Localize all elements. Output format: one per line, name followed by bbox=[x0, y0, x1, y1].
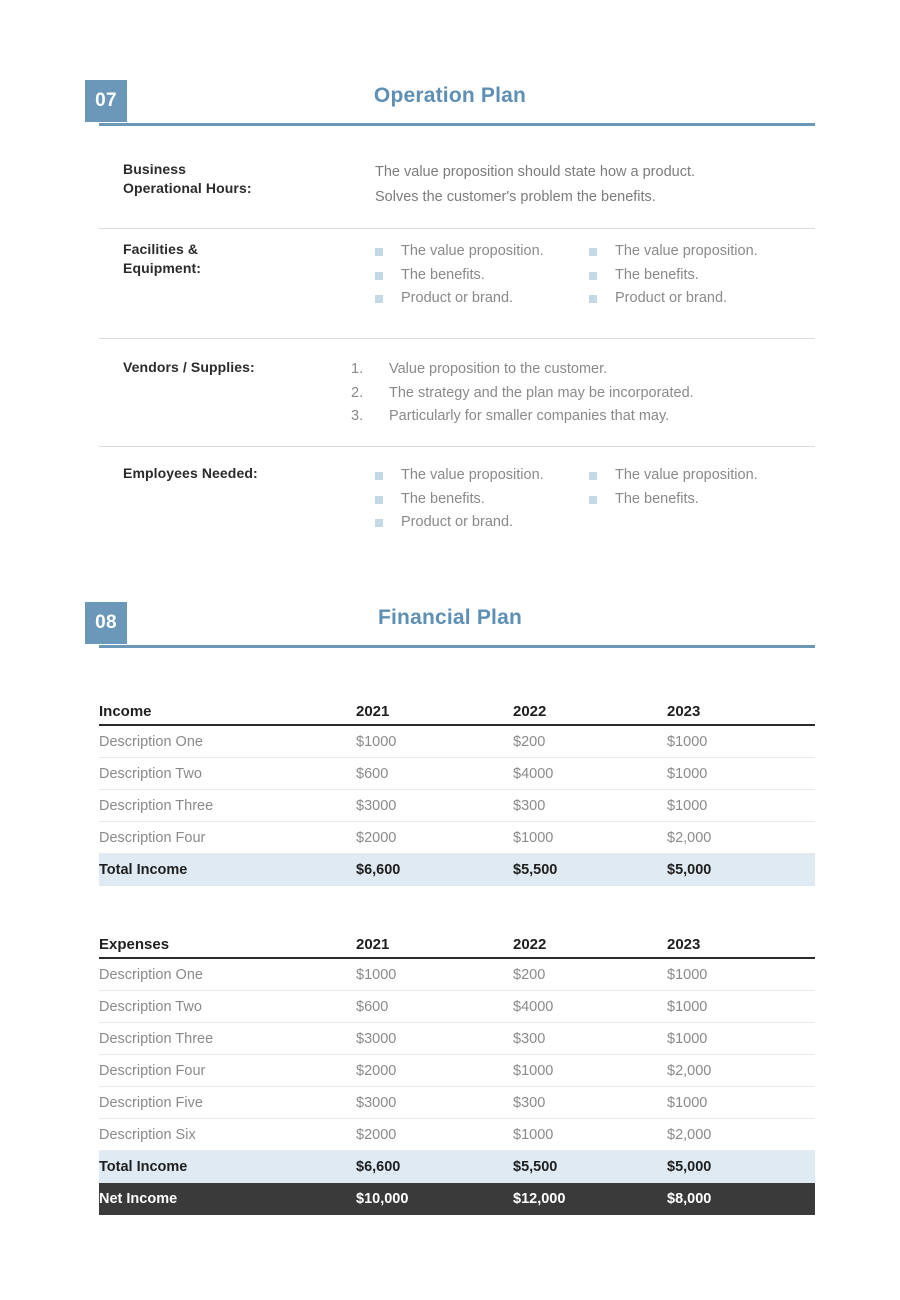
cell-2022: $4000 bbox=[513, 998, 554, 1015]
list-item-number: 1. bbox=[351, 361, 364, 377]
table-header-row bbox=[99, 931, 815, 959]
cell-2023: $2,000 bbox=[667, 1062, 712, 1079]
list-item bbox=[375, 511, 605, 535]
list-item-number: 2. bbox=[351, 384, 364, 401]
list-item bbox=[351, 358, 821, 382]
bullet-square-icon bbox=[375, 272, 383, 280]
section-header-operation-plan bbox=[85, 80, 815, 126]
bullet-square-icon bbox=[589, 248, 597, 256]
table-row bbox=[99, 1055, 815, 1087]
cell-2023: $5,000 bbox=[667, 1159, 712, 1175]
column-header: 2022 bbox=[513, 702, 547, 720]
operation-row-label-line2: Equipment: bbox=[123, 260, 201, 276]
section-divider bbox=[99, 338, 815, 339]
cell-2021: $2000 bbox=[356, 829, 397, 846]
list-item-label: The value proposition. bbox=[401, 243, 544, 259]
operation-row-content bbox=[351, 358, 821, 429]
cell-2022: $300 bbox=[513, 1030, 546, 1047]
section-rule bbox=[99, 123, 815, 126]
operation-row-label bbox=[123, 160, 363, 198]
table-row-total-income bbox=[99, 854, 815, 886]
cell-2021: $3000 bbox=[356, 1094, 397, 1111]
cell-2023: $1000 bbox=[667, 797, 708, 814]
cell-description: Description Three bbox=[99, 797, 214, 814]
table-row bbox=[99, 991, 815, 1023]
column-header: Expenses bbox=[99, 935, 170, 953]
list-item bbox=[589, 264, 819, 288]
bullet-square-icon bbox=[589, 496, 597, 504]
cell-2023: $5,000 bbox=[667, 862, 712, 878]
bullet-square-icon bbox=[375, 496, 383, 504]
list-item bbox=[589, 287, 819, 311]
table-row bbox=[99, 1119, 815, 1151]
cell-description: Total Income bbox=[99, 1159, 188, 1175]
list-item bbox=[375, 264, 605, 288]
cell-2022: $1000 bbox=[513, 829, 554, 846]
cell-2022: $300 bbox=[513, 1094, 546, 1111]
table-header-row bbox=[99, 698, 815, 726]
cell-description: Description Six bbox=[99, 1126, 196, 1143]
paragraph-line: The value proposition should state how a product. bbox=[375, 164, 696, 180]
cell-description: Description One bbox=[99, 733, 203, 750]
bullet-square-icon bbox=[375, 248, 383, 256]
section-rule bbox=[99, 645, 815, 648]
list-item-label: Product or brand. bbox=[401, 290, 514, 306]
cell-2023: $1000 bbox=[667, 998, 708, 1015]
bullet-column-left bbox=[375, 464, 605, 535]
bullet-column-right bbox=[589, 240, 819, 311]
table-row bbox=[99, 1087, 815, 1119]
cell-description: Net Income bbox=[99, 1191, 178, 1207]
cell-2023: $1000 bbox=[667, 765, 708, 782]
cell-2022: $300 bbox=[513, 797, 546, 814]
operation-row-label-line1: Employees Needed: bbox=[123, 465, 258, 481]
cell-2022: $1000 bbox=[513, 1062, 554, 1079]
table-row bbox=[99, 726, 815, 758]
cell-description: Description Three bbox=[99, 1030, 214, 1047]
cell-2023: $2,000 bbox=[667, 829, 712, 846]
list-item-number: 3. bbox=[351, 408, 364, 424]
list-item-label: The value proposition. bbox=[615, 243, 758, 259]
operation-row-label-line1: Facilities & bbox=[123, 241, 199, 257]
column-header: 2023 bbox=[667, 935, 701, 953]
cell-description: Description Four bbox=[99, 829, 206, 846]
column-header: 2022 bbox=[513, 935, 547, 953]
list-item-label: Particularly for smaller companies that may. bbox=[389, 408, 670, 424]
cell-description: Description Two bbox=[99, 765, 202, 782]
cell-2022: $5,500 bbox=[513, 1159, 558, 1175]
cell-2021: $3000 bbox=[356, 1030, 397, 1047]
cell-2022: $200 bbox=[513, 966, 546, 983]
operation-row-content bbox=[375, 160, 815, 210]
section-number-badge: 08 bbox=[85, 602, 127, 644]
list-item-label: The benefits. bbox=[615, 266, 699, 283]
operation-row-label-line1: Business bbox=[123, 161, 187, 177]
cell-2023: $1000 bbox=[667, 966, 708, 983]
cell-description: Description Four bbox=[99, 1062, 206, 1079]
list-item-label: The benefits. bbox=[401, 266, 485, 283]
bullet-square-icon bbox=[589, 295, 597, 303]
operation-row-label bbox=[123, 240, 363, 278]
cell-2023: $1000 bbox=[667, 1030, 708, 1047]
list-item-label: Product or brand. bbox=[615, 290, 728, 306]
list-item-label: Value proposition to the customer. bbox=[389, 361, 608, 377]
column-header: 2021 bbox=[356, 702, 390, 720]
list-item-label: Product or brand. bbox=[401, 514, 514, 530]
section-number-badge: 07 bbox=[85, 80, 127, 122]
bullet-square-icon bbox=[375, 472, 383, 480]
cell-description: Description One bbox=[99, 966, 203, 983]
cell-2021: $6,600 bbox=[356, 1159, 401, 1175]
section-divider bbox=[99, 446, 815, 447]
column-header: 2021 bbox=[356, 935, 390, 953]
bullet-column-right bbox=[589, 464, 819, 511]
cell-2023: $2,000 bbox=[667, 1126, 712, 1143]
cell-2021: $3000 bbox=[356, 797, 397, 814]
cell-2022: $200 bbox=[513, 733, 546, 750]
list-item bbox=[375, 287, 605, 311]
table-row bbox=[99, 1023, 815, 1055]
list-item-label: The benefits. bbox=[401, 490, 485, 507]
cell-2021: $600 bbox=[356, 998, 389, 1015]
operation-row-label bbox=[123, 358, 363, 377]
list-item bbox=[589, 240, 819, 264]
table-row bbox=[99, 790, 815, 822]
cell-description: Description Two bbox=[99, 998, 202, 1015]
list-item bbox=[351, 405, 821, 429]
list-item bbox=[375, 488, 605, 512]
bullet-column-left bbox=[375, 240, 605, 311]
list-item-label: The benefits. bbox=[615, 490, 699, 507]
list-item bbox=[589, 464, 819, 488]
bullet-square-icon bbox=[589, 472, 597, 480]
table-row bbox=[99, 758, 815, 790]
table-row bbox=[99, 822, 815, 854]
list-item-label: The strategy and the plan may be incorporated. bbox=[389, 384, 694, 401]
column-header: 2023 bbox=[667, 702, 701, 720]
cell-2022: $12,000 bbox=[513, 1191, 566, 1207]
expenses-table bbox=[99, 931, 815, 1215]
cell-2023: $1000 bbox=[667, 733, 708, 750]
section-header-financial-plan bbox=[85, 602, 815, 648]
bullet-square-icon bbox=[375, 295, 383, 303]
income-table bbox=[99, 698, 815, 886]
cell-2021: $2000 bbox=[356, 1126, 397, 1143]
operation-row-label-line2: Operational Hours: bbox=[123, 180, 252, 196]
cell-2022: $4000 bbox=[513, 765, 554, 782]
operation-row-label bbox=[123, 464, 363, 483]
cell-2021: $6,600 bbox=[356, 862, 401, 878]
table-row-net-income bbox=[99, 1183, 815, 1215]
list-item bbox=[351, 382, 821, 406]
cell-description: Total Income bbox=[99, 862, 188, 878]
section-divider bbox=[99, 228, 815, 229]
paragraph-line: Solves the customer's problem the benefits. bbox=[375, 189, 656, 205]
list-item-label: The value proposition. bbox=[401, 467, 544, 483]
cell-2022: $1000 bbox=[513, 1126, 554, 1143]
page-title: Financial Plan bbox=[377, 606, 522, 629]
bullet-square-icon bbox=[375, 519, 383, 527]
list-item bbox=[375, 240, 605, 264]
cell-2023: $1000 bbox=[667, 1094, 708, 1111]
cell-2021: $2000 bbox=[356, 1062, 397, 1079]
cell-2021: $1000 bbox=[356, 966, 397, 983]
cell-2022: $5,500 bbox=[513, 862, 558, 878]
cell-2021: $600 bbox=[356, 765, 389, 782]
table-row-total-income bbox=[99, 1151, 815, 1183]
list-item-label: The value proposition. bbox=[615, 467, 758, 483]
bullet-square-icon bbox=[589, 272, 597, 280]
list-item bbox=[375, 464, 605, 488]
list-item bbox=[589, 488, 819, 512]
page-title: Operation Plan bbox=[373, 84, 527, 107]
cell-description: Description Five bbox=[99, 1094, 203, 1111]
table-row bbox=[99, 959, 815, 991]
cell-2021: $1000 bbox=[356, 733, 397, 750]
column-header: Income bbox=[99, 702, 152, 720]
operation-row-label-line1: Vendors / Supplies: bbox=[123, 359, 255, 375]
cell-2021: $10,000 bbox=[356, 1191, 409, 1207]
cell-2023: $8,000 bbox=[667, 1191, 712, 1207]
